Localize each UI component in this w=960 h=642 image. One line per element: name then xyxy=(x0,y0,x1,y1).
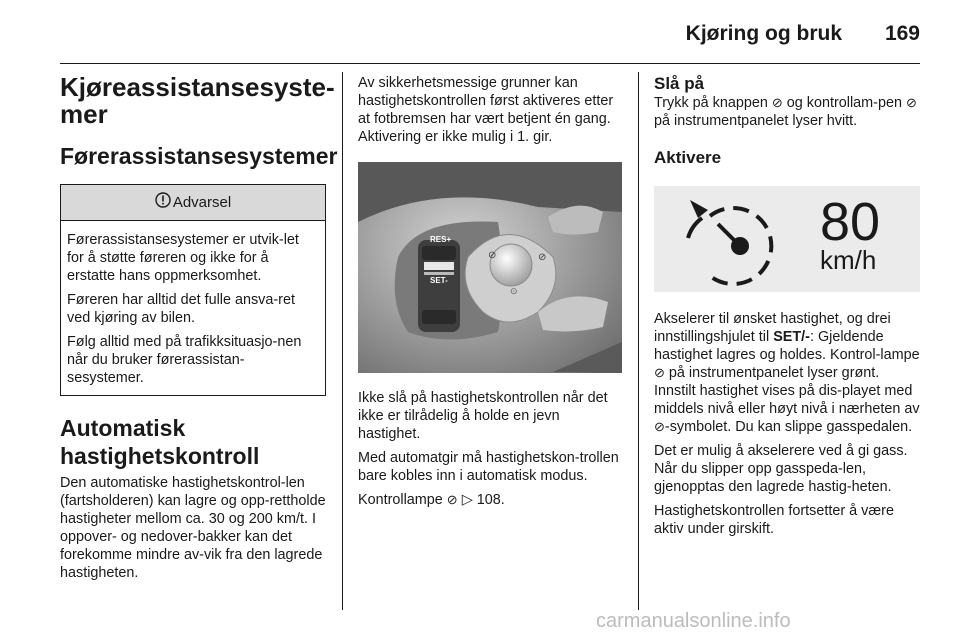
watermark: carmanualsonline.info xyxy=(596,610,791,632)
cruise-control-icon: ⊘ xyxy=(654,365,665,380)
column-right xyxy=(654,74,920,538)
body-paragraph: Ikke slå på hastighetskontrollen når det ikke er tilrådelig å holde en jevn hastighet. xyxy=(358,390,608,442)
body-paragraph: Med automatgir må hastighetskon-trollen bare kobles inn i automatisk modus. xyxy=(358,450,619,484)
warning-paragraph: Førerassistansesystemer er utvik-let for å støtte føreren og ikke for å erstatte hans oppmerksomhet. xyxy=(67,232,299,284)
cruise-control-icon: ⊘ xyxy=(654,419,665,434)
column-middle xyxy=(358,74,622,509)
warning-header xyxy=(61,185,325,221)
body-paragraph: Av sikkerhetsmessige grunner kan hastighetskontrollen først aktiveres etter at fotbremsen har vært betjent én gang. Aktivering er ikke mulig i 1. gir. xyxy=(358,75,614,145)
body-paragraph: Hastighetskontrollen fortsetter å være aktiv under girskift. xyxy=(654,503,894,537)
svg-text:⊘: ⊘ xyxy=(488,250,497,261)
warning-box xyxy=(60,184,326,396)
chapter-title: Kjøring og bruk xyxy=(685,22,842,45)
column-left xyxy=(60,72,338,582)
page-number: 169 xyxy=(884,22,920,45)
section-heading: Kjøreassistansesyste- mer xyxy=(60,72,335,129)
column-divider xyxy=(638,72,639,610)
subsection-heading: Aktivere xyxy=(654,148,722,167)
body-paragraph: Kontrollampe ⊘ ▷ 108. xyxy=(358,492,505,508)
column-divider xyxy=(342,72,343,610)
subsection-heading: Slå på xyxy=(654,74,705,93)
body-paragraph: Trykk på knappen ⊘ og kontrollam-pen ⊘ på instrumentpanelet lyser hvitt. xyxy=(654,95,917,129)
cruise-control-icon: ⊘ xyxy=(446,492,458,507)
reference-arrow-icon: ▷ xyxy=(461,492,473,508)
speed-value: 80 xyxy=(820,192,881,252)
cruise-control-icon xyxy=(670,186,800,292)
warning-paragraph: Følg alltid med på trafikksituasjo-nen når du bruker førerassistan-sesystemer. xyxy=(67,334,302,386)
subsection-heading: Automatisk hastighetskontroll xyxy=(60,415,260,469)
set-button-label: SET/- xyxy=(773,329,810,345)
subsection-heading: Førerassistansesystemer xyxy=(60,143,338,169)
cruise-control-icon: ⊘ xyxy=(771,95,783,110)
speed-unit: km/h xyxy=(820,245,877,275)
speed-display-image xyxy=(654,186,920,292)
svg-text:⊙: ⊙ xyxy=(510,286,518,296)
cruise-control-icon: ⊘ xyxy=(905,95,917,110)
svg-text:⊘: ⊘ xyxy=(538,252,547,263)
set-label: SET- xyxy=(430,276,448,285)
warning-body xyxy=(61,221,325,395)
body-paragraph: Det er mulig å akselerere ved å gi gass. Når du slipper opp gasspeda-len, gjenopptas den lagrede hastig-heten. xyxy=(654,443,908,495)
warning-paragraph: Føreren har alltid det fulle ansva-ret ved kjøring av bilen. xyxy=(67,292,295,326)
page-header xyxy=(60,22,920,64)
header-rule xyxy=(60,63,920,64)
steering-wheel-controls-image xyxy=(358,162,622,373)
body-paragraph: Akselerer til ønsket hastighet, og drei innstillingshjulet til SET/-: Gjeldende hastighet lagres og holdes. Kontrol-lampe ⊘ på instrumentpanelet lyser grønt. Innstilt hastighet vises på dis-playet med middels nivå eller høyt nivå i nærheten av ⊘-symbolet. Du kan slippe gasspedalen. xyxy=(654,311,920,435)
page-reference-link[interactable]: 108. xyxy=(476,492,505,508)
warning-title: Advarsel xyxy=(172,194,232,211)
res-label: RES+ xyxy=(430,235,452,244)
body-paragraph: Den automatiske hastighetskontrol-len (fartsholderen) kan lagre og opp-rettholde hastigheter mellom ca. 30 og 200 km/t. I oppover- og nedover-bakker kan det forekomme mindre av-vik fra den lagrede hastigheten. xyxy=(60,475,326,581)
warning-icon xyxy=(155,192,171,213)
